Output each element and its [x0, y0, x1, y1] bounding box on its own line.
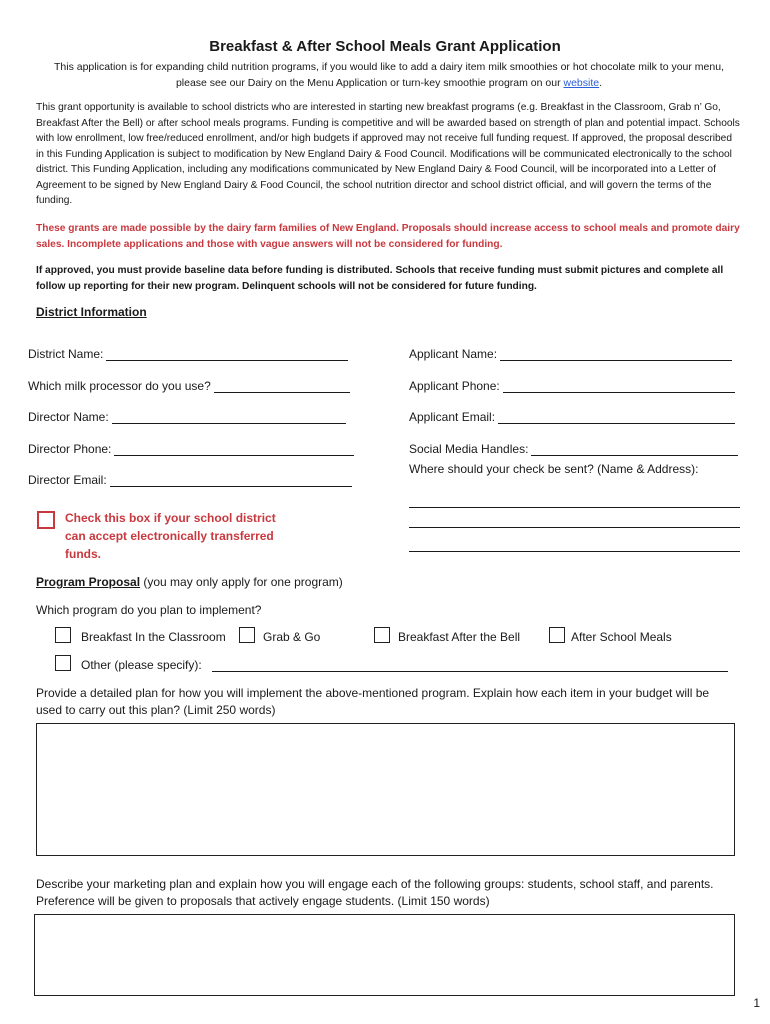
plan-question: Provide a detailed plan for how you will implement the above-mentioned program. Explain how each item in your budget will be used to carry out this plan? (Limit 250 words) [36, 686, 710, 717]
check-address-line-1[interactable] [409, 507, 740, 508]
check-address-line-2[interactable] [409, 527, 740, 528]
director-phone-input[interactable] [114, 442, 354, 456]
applicant-email-input[interactable] [498, 410, 735, 424]
milk-processor-input[interactable] [214, 379, 350, 393]
applicant-phone-label: Applicant Phone: [409, 379, 500, 393]
applicant-phone-input[interactable] [503, 379, 735, 393]
after-school-meals-label: After School Meals [571, 630, 672, 644]
other-program-label: Other (please specify): [81, 658, 202, 672]
grab-and-go-label: Grab & Go [263, 630, 321, 644]
director-email-input[interactable] [110, 473, 352, 487]
after-school-meals-checkbox[interactable] [549, 627, 565, 643]
social-media-field [409, 442, 738, 456]
applicant-email-label: Applicant Email: [409, 410, 496, 424]
marketing-question: Describe your marketing plan and explain how you will engage each of the following groups: students, school staff, and parents. Preference will be given to proposals that actively engage students. (Limit 150 words) [36, 877, 714, 908]
eft-checkbox[interactable] [37, 511, 55, 529]
website-link[interactable]: website [563, 77, 600, 89]
program-proposal-title: Program Proposal [36, 575, 141, 589]
breakfast-classroom-checkbox[interactable] [55, 627, 71, 643]
grant-description: This grant opportunity is available to school districts who are interested in starting new breakfast programs (e.g. Breakfast in the Classroom, Grab n’ Go, Breakfast After the Bell) or after school meals programs. Funding is competitive and will be awarded based on strength of plan and potential impact. Schools with low enrollment, low free/reduced enrollment, and/or high budgets if approved may not receive full funding request. If approved, the proposal described in this Funding Application is subject to modification by New England Dairy & Food Council. Modifications will be communicated electronically to the school district. This Funding Application, including any modifications communicated by New England Dairy & Food Council, will be incorporated into a Letter of Agreement to be signed by New England Dairy & Food Council, the school nutrition director and school district official, and will govern the terms of the funding. [36, 102, 740, 206]
director-email-label: Director Email: [28, 473, 107, 487]
applicant-name-input[interactable] [500, 347, 732, 361]
check-address-label: Where should your check be sent? (Name & Address): [409, 462, 699, 476]
district-name-input[interactable] [106, 347, 348, 361]
eft-label: Check this box if your school district can accept electronically transferred funds. [65, 511, 276, 561]
breakfast-classroom-label: Breakfast In the Classroom [81, 630, 226, 644]
page-number: 1 [753, 996, 760, 1010]
marketing-textbox[interactable] [34, 914, 735, 996]
social-media-label: Social Media Handles: [409, 442, 529, 456]
intro-text [44, 59, 734, 91]
milk-processor-field [28, 379, 350, 393]
director-name-input[interactable] [112, 410, 346, 424]
director-phone-label: Director Phone: [28, 442, 112, 456]
applicant-name-label: Applicant Name: [409, 347, 498, 361]
director-name-field [28, 410, 346, 424]
director-name-label: Director Name: [28, 410, 109, 424]
applicant-email-field [409, 410, 735, 424]
plan-textbox[interactable] [36, 723, 735, 856]
district-name-label: District Name: [28, 347, 104, 361]
other-program-checkbox[interactable] [55, 655, 71, 671]
applicant-name-field [409, 347, 732, 361]
district-name-field [28, 347, 348, 361]
funding-notice: These grants are made possible by the dairy farm families of New England. Proposals should increase access to school meals and promote dairy sales. Incomplete applications and those with vague answers will not be considered for funding. [36, 223, 740, 250]
director-email-field [28, 473, 352, 487]
grab-and-go-checkbox[interactable] [239, 627, 255, 643]
director-phone-field [28, 442, 354, 456]
applicant-phone-field [409, 379, 735, 393]
breakfast-after-bell-label: Breakfast After the Bell [398, 630, 521, 644]
breakfast-after-bell-checkbox[interactable] [374, 627, 390, 643]
intro-text-end: . [599, 77, 603, 89]
program-question: Which program do you plan to implement? [36, 603, 262, 617]
check-address-line-3[interactable] [409, 551, 740, 552]
other-program-input[interactable] [212, 671, 728, 672]
reporting-notice: If approved, you must provide baseline data before funding is distributed. Schools that receive funding must submit pictures and complete all follow up reporting for their new program. Delinquent schools will not be considered for future funding. [36, 265, 724, 292]
milk-processor-label: Which milk processor do you use? [28, 379, 211, 393]
social-media-input[interactable] [531, 442, 738, 456]
intro-text-body: This application is for expanding child nutrition programs, if you would like to add a dairy item milk smoothies or hot chocolate milk to your menu, please see our Dairy on the Menu Application or turn-key smoothie program on our [54, 61, 724, 89]
program-proposal-note: (you may only apply for one program) [140, 575, 343, 589]
district-info-heading: District Information [36, 305, 147, 319]
program-proposal-heading [36, 575, 343, 589]
page-title: Breakfast & After School Meals Grant Application [209, 38, 561, 55]
